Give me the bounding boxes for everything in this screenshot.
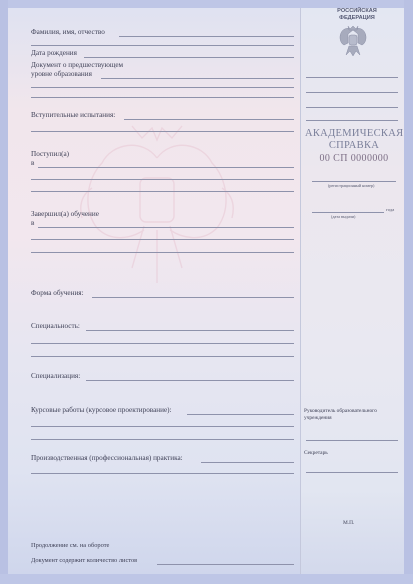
sheet-count-label: Документ содержит количество листов — [31, 557, 138, 564]
enrolled-line-2[interactable] — [31, 179, 294, 180]
practice-line-2[interactable] — [31, 473, 294, 474]
birth-date-line[interactable] — [84, 57, 294, 58]
prev-doc-line-3[interactable] — [31, 97, 294, 98]
enrolled-line-3[interactable] — [31, 191, 294, 192]
specialty-line[interactable] — [86, 330, 294, 331]
top-border — [0, 0, 413, 8]
birth-date-label: Дата рождения — [31, 49, 77, 57]
prev-doc-label-2: уровне образования — [31, 70, 92, 78]
finished-line-3[interactable] — [31, 252, 294, 253]
finished-line[interactable] — [38, 227, 294, 228]
enrolled-in-label: в — [31, 159, 35, 167]
specialization-label: Специализация: — [31, 372, 81, 380]
prev-doc-label-1: Документ о предшествующем — [31, 61, 124, 69]
panel-divider — [300, 8, 301, 574]
reg-number-caption: (регистрационный номер) — [328, 183, 375, 188]
right-line-1[interactable] — [306, 77, 398, 78]
year-word: года — [386, 207, 395, 212]
bottom-border — [0, 574, 413, 584]
right-line-4[interactable] — [306, 120, 398, 121]
prev-doc-line-2[interactable] — [31, 87, 294, 88]
full-name-line-2[interactable] — [31, 45, 294, 46]
right-line-3[interactable] — [306, 107, 398, 108]
left-border — [0, 0, 8, 584]
finished-in-label: в — [31, 219, 35, 227]
coursework-line-2[interactable] — [31, 426, 294, 427]
entrance-exams-line[interactable] — [124, 119, 294, 120]
study-form-line[interactable] — [92, 297, 294, 298]
full-name-label: Фамилия, имя, отчество — [31, 28, 105, 36]
entrance-exams-label: Вступительные испытания: — [31, 111, 116, 119]
specialty-label: Специальность: — [31, 322, 80, 330]
secretary-signature-line[interactable] — [306, 472, 398, 473]
study-form-label: Форма обучения: — [31, 289, 84, 297]
enrolled-line[interactable] — [38, 167, 294, 168]
head-label-2: учреждения — [304, 415, 332, 421]
right-line-2[interactable] — [306, 92, 398, 93]
practice-line[interactable] — [201, 462, 294, 463]
reg-number-line[interactable] — [312, 181, 396, 182]
coursework-line-3[interactable] — [31, 439, 294, 440]
specialization-line[interactable] — [86, 380, 294, 381]
secretary-label: Секретарь — [304, 450, 328, 456]
continued-label: Продолжение см. на обороте — [31, 542, 110, 549]
right-border — [404, 0, 413, 584]
head-signature-line[interactable] — [306, 440, 398, 441]
sheet-count-line[interactable] — [157, 564, 294, 565]
full-name-line[interactable] — [119, 36, 294, 37]
serial-number: 00 СП 0000000 — [319, 153, 389, 164]
enrolled-label: Поступил(а) — [31, 150, 70, 158]
double-headed-eagle-icon — [336, 24, 370, 58]
stamp-label: М.П. — [343, 520, 355, 526]
doc-title-2: СПРАВКА — [328, 140, 380, 151]
doc-title-1: АКАДЕМИЧЕСКАЯ — [305, 128, 404, 139]
prev-doc-line[interactable] — [101, 78, 294, 79]
finished-label: Завершил(а) обучение — [31, 210, 99, 218]
head-label-1: Руководитель образовательного — [304, 408, 377, 414]
country-label-2: ФЕДЕРАЦИЯ — [339, 15, 375, 21]
specialty-line-2[interactable] — [31, 343, 294, 344]
country-label-1: РОССИЙСКАЯ — [337, 8, 377, 14]
practice-label: Производственная (профессиональная) практика: — [31, 454, 183, 462]
finished-line-2[interactable] — [31, 239, 294, 240]
issue-date-caption: (дата выдачи) — [331, 214, 356, 219]
coursework-label: Курсовые работы (курсовое проектирование): — [31, 406, 172, 414]
eagle-watermark — [72, 118, 242, 293]
entrance-exams-line-2[interactable] — [31, 131, 294, 132]
coursework-line[interactable] — [187, 414, 294, 415]
issue-date-line[interactable] — [312, 212, 384, 213]
specialty-line-3[interactable] — [31, 356, 294, 357]
